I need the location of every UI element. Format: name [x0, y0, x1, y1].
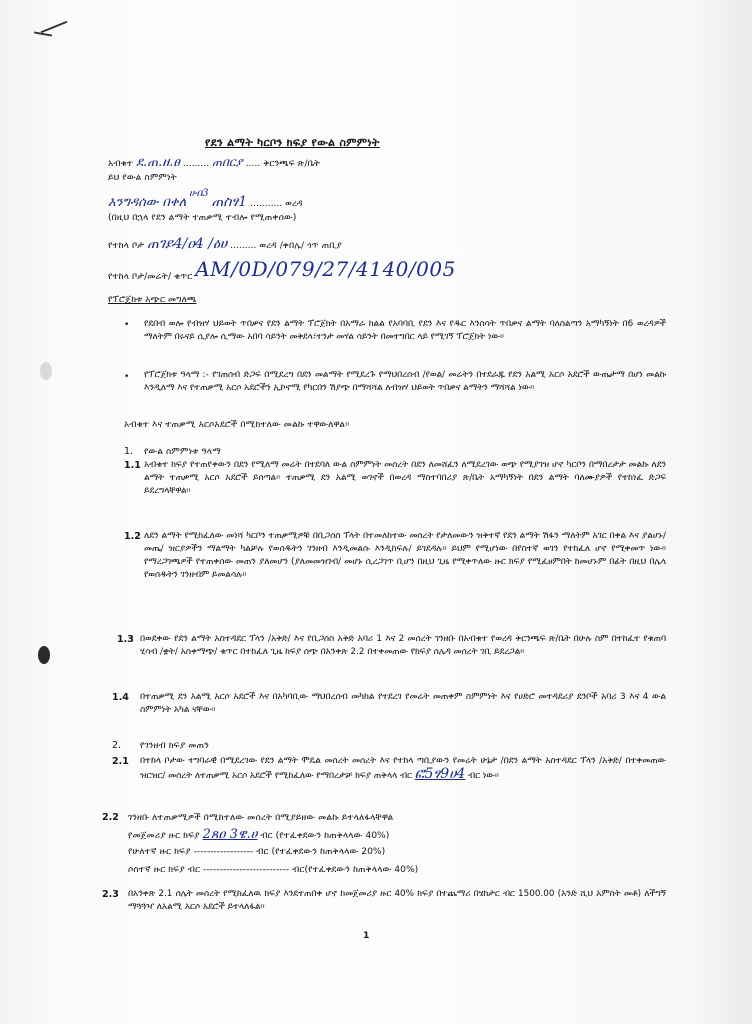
party1-name: ደ.ጠ.ዘ.ፀ: [136, 155, 180, 170]
payment-label: የመጀመሪያ ዙር ክፍያ: [128, 830, 200, 841]
clause-tail: ብር ነው፡፡: [468, 771, 499, 781]
bullet-marker: •: [124, 320, 130, 330]
clause-number: 1.1: [124, 460, 141, 471]
blank-line: --------------------------: [203, 864, 290, 875]
clause-paragraph: አብቁተ ክፍያ የተጠየቀውን በደን የሚለማ መሬት በተደባለ ውል ስምምነት መሰረት በደን ለመሸፈን ለሚደረገው ወጭ የሚያገዝ ሆኖ ካርቦን በማበረታታ መልኩ ለደን ልማት ተጠቃሚ አርሶ አደሮች ይሰጣል፡፡ ተጠቃሚ ደን አልሚ ወገኖች በወረዳ ማስተባበሪያ ጽ/ቤት አማካኝነት በደን ልማት ባለሙያዎች የተከነፈ ድጋፍ ይደረግላቸዋል፡፡: [144, 460, 666, 496]
date-suffix: ወረዳ /ቀበሌ/ ጎጥ ጠቢያ: [259, 240, 342, 251]
clause-number: 1.2: [124, 531, 141, 542]
payment-row-3: [128, 864, 418, 876]
document-title: የደን ልማት ካርቦን ክፍያ የውል ስምምነት: [205, 136, 380, 149]
payment-tail: ብር (የተፈቀደውን ከጠቅላላው 20%): [256, 846, 386, 857]
code-line: [108, 257, 456, 283]
payment-row-2: [128, 846, 385, 858]
section-number: 2.: [112, 740, 122, 751]
section-number: 1.: [124, 446, 134, 457]
clause-paragraph: ለደን ልማት የሚከፈለው መነሻ ካርቦን ተጠቃሚዎቹ በቢጋሰስ ፕላት በተመለከተው መሰረት የታለመውን ዝቅተኛ የደን ልማት ሽፋን ማለትም አገር በቀል እና ያልሆኑ/መጤ/ ዝርያዎችን ማልማት ካልቻሉ የወሰዱትን ገንዘብ እንዲመልሱ እንዲከፍሉ/ ይገደዳሉ፡፡ ይህም የሚሆነው በየስተኛ ወገን የተከፈለ ሆኖ የሚቀመጥ ነው፡፡ የማረጋገጫዎች የተጠቀሰው መጠን ያለመሆን (ያለመመዝገብ/ መሆኑ ሲረጋገጥ ቢሆን በዚህ ጊዜ የሚቀጥለው ዙር ክፍያ የሚፈፀምበት ከመሆኑም በፊት በዚህ በሌላ የወሰዱትን ገንዘብም ይመልሳሉ፡፡: [144, 531, 666, 580]
dotted-line: .........: [230, 240, 257, 251]
clause-paragraph: በወደቀው የደን ልማት አስተዳደር ፕላን /አቅድ/ እና የቢጋሰስ አቅድ አባሪ 1 እና 2 መሰረት ገንዘቡ በአብቁተ የወረዳ ቅርንጫፍ ጽ/ቤት በሁሉ ስም በተከፈተ የቁጠባ ሂሳብ /ቋት/ አስቀማጭ/ ቁጥር በተከፈለ ጊዜ ክፍያ ሰጭ በአንቀጽ 2.2 በተቀመጠው የክፍያ ሰሌዳ መሰረት ገቢ ይደረጋል፡፡: [140, 634, 666, 657]
clause-paragraph: በአንቀጽ 2.1 ሰሌት መሰረት የሚከፈለዉ ክፍያ እንደተጠበቀ ሆኖ ከመጀመሪያ ዙር 40% ክፍያ በተጨማሪ በሄክታር ብር 1500.00 (አንድ ሺህ አምስት መቶ) ለችግኝ ማጓጓዣ ለአልሚ አርሶ አደሮች ይተላለፋል፡፡: [128, 889, 666, 912]
dotted-line: ...........: [250, 198, 283, 209]
payment-tail: ብር(የተፈቀደውን ከጠቅላላው 40%): [292, 864, 419, 875]
page-number: 1: [363, 930, 370, 941]
code-value: AM/0D/079/27/4140/005: [195, 257, 456, 281]
clause-number: 2.1: [112, 756, 129, 767]
punch-hole: [40, 362, 52, 380]
bullet-marker: •: [124, 372, 130, 382]
payment-label: የሁለተኛ ዙር ክፍያ: [128, 846, 191, 857]
date-line: [108, 238, 342, 252]
party2-note: (በዚህ በኋላ የደን ልማት ተጠቃሚ ተብሎ የሚጠቀሰው): [108, 212, 297, 223]
clause-number: 2.2: [102, 812, 119, 823]
clause-paragraph: በተጠቃሚ ደን አልሚ አርሶ አደሮች እና በአካባቢው ማህበረሰብ መካከል የተደረገ የመሬት መጠቀም ስምምነት እና የሀድሮ መተዳደሪያ ደንቦች አባሪ 3 እና 4 ውል ስምምነት አካል ናቸው፡፡: [140, 692, 666, 715]
clause-text: በተከላ ቦታው ተግባራዊ በሚደረገው የደን ልማት ሞዴል መሰረት መሰረት እና የተከላ ጣቢያውን የመሬት ሁኔታ /በደን ልማት አስተዳደር ፕላን /አቅድ/ በተቀመጠው ዝርዝር/ መሰረት ለተጠቃሚ አርሶ አደሮች የሚከፈለው የማበረታቻ ክፍያ ጠቅላላ ብር: [140, 756, 666, 781]
party2-line: [108, 188, 303, 210]
blank-line: ------------------: [193, 846, 254, 857]
party1-branch: ጠበርያ: [212, 155, 243, 169]
total-amount: ፎ5ፃ9ሀ4: [414, 766, 466, 782]
party1-office: ቅርንጫፍ ጽ/ቤት: [263, 158, 321, 169]
bullet-paragraph: የፕሮጀክቱ ዓላማ :- የገጠሰብ ድጋፍ በሚደረግ በደን መልማት የሚደረጉ የማህበረሰብ /የወል/ መሬትን በተደራጁ የደን አልሚ አርሶ አደሮች ውጤታማ በሆነ መልኩ እንዲለማ እና የተጠቃሚ አርሶ አደሮችን ኢኮኖሚ የካርበን ሽያጭ በማሻሻል ለብዝሃ ህይወት ጥበቃና ልማትን ማሻሻል ነው፡፡: [144, 370, 666, 393]
agreement-statement: አብቁተ እና ተጠቃሚ አርሶአደሮች በሚከተለው መልኩ ተዋውለዋል፡፡: [124, 419, 350, 430]
clause-number: 1.4: [112, 692, 129, 703]
payment-amount: 2ጸዐ 3ዌ.ሀ: [202, 827, 258, 842]
clause-paragraph: [140, 755, 666, 783]
party1-line2: ይህ የውል ስምምነት: [108, 172, 177, 183]
payment-row-1: [128, 829, 389, 842]
pen-mark: [41, 21, 68, 33]
summary-heading: የፕሮጀክቱ አጭር መግለጫ: [108, 294, 197, 305]
payment-intro: ገንዘቡ ለተጠቃሚዎች በሚከተለው መሰረት በሚያይዘው መልኩ ይተላለፋላቸዋል: [128, 812, 394, 823]
party1-prefix: አብቁተ: [108, 158, 134, 169]
party2-name: እንግዳሰው በቀለ: [108, 195, 187, 210]
dotted-line: .....: [245, 158, 261, 169]
party2-label: ሀብ3: [189, 188, 209, 199]
party2-id: ጠስፃ1: [211, 194, 248, 210]
section-title: የውል ስምምነቱ ዓላማ: [144, 446, 221, 457]
party2-suffix: ወረዳ: [285, 198, 303, 209]
date-value: ጠገይ4/ዐ4 /ዕሀ: [147, 236, 228, 252]
pen-mark: [34, 31, 52, 36]
payment-label: ሶስተኛ ዙር ክፍያ ብር: [128, 864, 201, 875]
bullet-paragraph: የደበብ ወሎ የብዝሃ ህይወት ጥበቃና የደን ልማት ፕሮጀክት በአማራ ክልል የአባባቢ የደን እና የዱር እንስሳት ጥበቃና ልማት ባለስልጣን አማካኝነት በ6 ወረዳዎች ማለትም በሩናይ ሲያሎ ሲማው አበባ ሳይንት መቅደላ፣ተንታ መሃል ሳይንት በመተግበር ላይ የሚገኝ ፕሮጀክት ነው፡፡: [144, 319, 666, 342]
clause-number: 2.3: [102, 889, 119, 900]
party1-line: [108, 156, 320, 170]
date-label: የተከላ ቦታ: [108, 240, 145, 251]
payment-tail: ብር (የተፈቀደውን ከጠቅላላው 40%): [260, 830, 390, 841]
punch-hole: [38, 646, 50, 664]
clause-number: 1.3: [117, 634, 134, 645]
dotted-line: .........: [182, 158, 210, 169]
section-title: የገንዘብ ክፍያ መጠን: [140, 740, 209, 751]
code-label: የተከላ ቦታ/መሬት/ ቁጥር: [108, 271, 193, 282]
